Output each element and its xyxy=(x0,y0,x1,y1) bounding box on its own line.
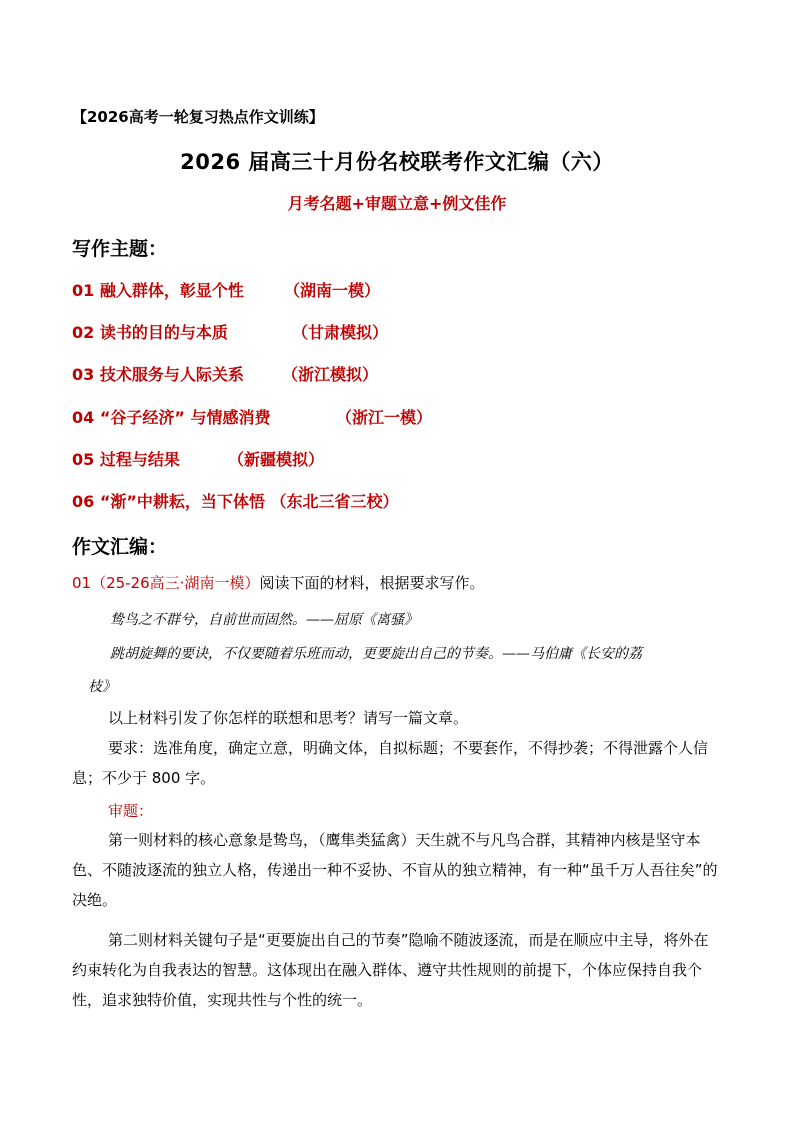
requirements-text: 要求：选准角度，确定立意，明确文体，自拟标题；不要套作，不得抄袭；不得泄露个人信息；不少于 800 字。 xyxy=(72,739,709,787)
topic-item xyxy=(72,489,398,512)
topic-item xyxy=(72,447,325,470)
series-title: 【2026高考一轮复习热点作文训练】 xyxy=(72,108,324,126)
page-title: 2026 届高三十月份名校联考作文汇编（六） xyxy=(180,150,614,174)
analysis-text: 第一则材料的核心意象是鸷鸟，（鹰隼类猛禽）天生就不与凡鸟合群，其精神内核是坚守本色、不随波逐流的独立人格，传递出一种不妥协、不盲从的独立精神，有一种“虽千万人吾往矣”的决绝。 xyxy=(72,831,718,909)
topic-source: （新疆模拟） xyxy=(228,450,325,469)
material-quote: 鸷鸟之不群兮，自前世而固然。——屈原《离骚》 xyxy=(110,612,418,628)
prompt-text: 以上材料引发了你怎样的联想和思考？请写一篇文章。 xyxy=(108,709,469,727)
material-quote: 跳胡旋舞的要诀，不仅要随着乐班而动，更要旋出自己的节奏。——马伯庸《长安的荔 xyxy=(110,646,642,662)
topic-title: 技术服务与人际关系 xyxy=(99,365,244,384)
topics-heading: 写作主题： xyxy=(72,238,168,260)
compilation-heading: 作文汇编： xyxy=(72,536,168,558)
topic-number: 06 xyxy=(72,492,95,511)
topic-number: 01 xyxy=(72,281,95,300)
topic-source: （湖南一模） xyxy=(284,281,381,300)
analysis-paragraph xyxy=(72,925,722,1015)
topic-item xyxy=(72,278,381,301)
topic-source: （浙江一模） xyxy=(336,408,433,427)
topic-source: （浙江模拟） xyxy=(282,365,379,384)
topic-item xyxy=(72,320,389,343)
topic-title: 过程与结果 xyxy=(99,450,180,469)
question-source: 01（25-26高三·湖南一模） xyxy=(72,574,260,592)
topic-title: 读书的目的与本质 xyxy=(99,323,228,342)
question-instruction: 阅读下面的材料，根据要求写作。 xyxy=(259,574,485,592)
requirements-paragraph xyxy=(72,733,722,793)
topic-number: 04 xyxy=(72,408,95,427)
question-line xyxy=(72,572,484,593)
analysis-paragraph xyxy=(72,825,722,915)
prompt-paragraph xyxy=(72,703,722,733)
topic-number: 05 xyxy=(72,450,95,469)
analysis-text: 第二则材料关键句子是“更要旋出自己的节奏”隐喻不随波逐流，而是在顺应中主导，将外在约束转化为自我表达的智慧。这体现出在融入群体、遵守共性规则的前提下，个体应保持自我个性，追求独特价值，实现共性与个性的统一。 xyxy=(72,931,709,1009)
topic-number: 03 xyxy=(72,365,95,384)
topic-title: “渐”中耕耘，当下体悟 xyxy=(99,492,265,511)
analysis-label: 审题： xyxy=(108,802,154,820)
topic-title: “谷子经济” 与情感消费 xyxy=(99,408,271,427)
topic-number: 02 xyxy=(72,323,95,342)
topic-source: （东北三省三校） xyxy=(270,492,399,511)
topic-source: （甘肃模拟） xyxy=(292,323,389,342)
topic-item xyxy=(72,405,433,428)
topic-item xyxy=(72,362,379,385)
page-subtitle: 月考名题+审题立意+例文佳作 xyxy=(287,194,507,213)
material-quote: 枝》 xyxy=(88,679,116,695)
topic-title: 融入群体，彰显个性 xyxy=(99,281,244,300)
